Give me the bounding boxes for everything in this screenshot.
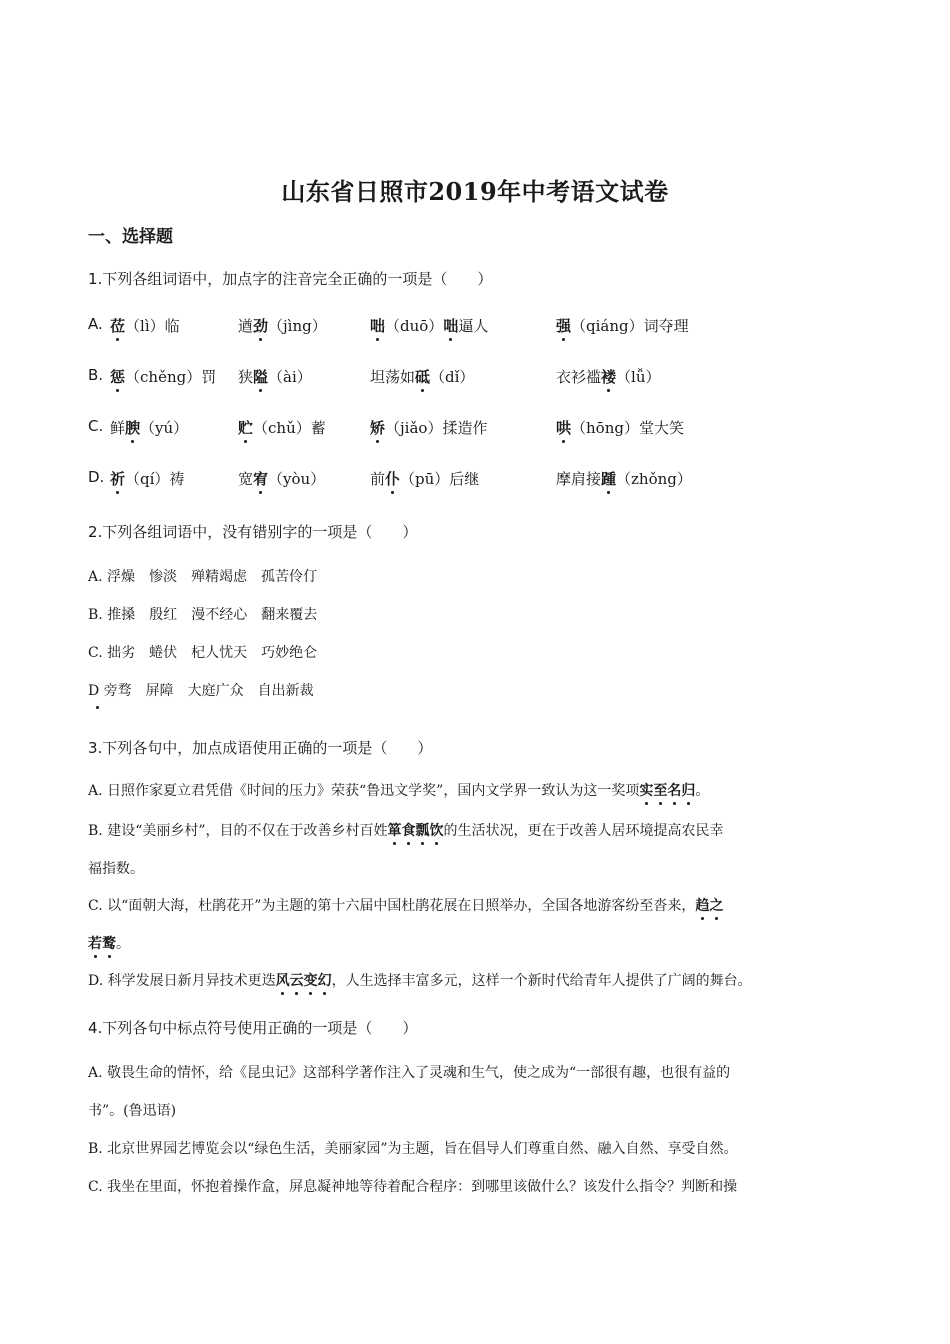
dotted-character: 名 (667, 783, 682, 799)
dotted-character: 隘 (253, 368, 269, 386)
dotted-character: 若 (88, 936, 102, 952)
dotted-character: 矫 (370, 419, 386, 437)
dotted-character: 归 (681, 783, 696, 799)
dotted-idiom-c-part1 (695, 898, 723, 914)
word-with-pinyin (238, 315, 327, 336)
word-with-pinyin (556, 315, 689, 336)
option-b-text: B. 建设“美丽乡村”，目的不仅在于改善乡村百姓 (88, 823, 388, 839)
dotted-idiom-a (639, 783, 695, 799)
question-2-option-b: B. 推搡 殷红 漫不经心 翻来覆去 (88, 607, 318, 623)
option-letter: B. (88, 366, 104, 384)
dotted-character: 腴 (125, 419, 141, 437)
dotted-character: 至 (653, 783, 668, 799)
word-with-pinyin (370, 417, 487, 438)
pinyin-and-suffix: （lì）临 (125, 317, 180, 335)
dotted-character: 咄 (370, 317, 386, 335)
question-2-option-c: C. 拙劣 蜷伏 杞人忧天 巧妙绝仑 (88, 645, 318, 661)
word-with-pinyin (110, 366, 216, 387)
option-d-text: D. 科学发展日新月异技术更迭 (88, 973, 276, 989)
word-prefix: 坦荡如 (370, 368, 416, 386)
dotted-character: 仆 (385, 470, 401, 488)
word-prefix: 狭 (238, 368, 254, 386)
dotted-character: 瓢 (415, 823, 430, 839)
pinyin-and-suffix: （qí）祷 (125, 470, 185, 488)
word-prefix: 摩肩接 (556, 470, 602, 488)
question-3-option-c (88, 895, 723, 915)
pinyin: （duō） (385, 317, 444, 335)
question-4-option-b: B. 北京世界园艺博览会以“绿色生活，美丽家园”为主题，旨在倡导人们尊重自然、融入自然、享受自然。 (88, 1141, 738, 1157)
pinyin-and-suffix: （jìng） (268, 317, 327, 335)
pinyin-and-suffix: （yú） (140, 419, 189, 437)
dotted-character: 祈 (110, 470, 126, 488)
dotted-character: 踵 (601, 470, 617, 488)
option-d-end: ，人生选择丰富多元，这样一个新时代给青年人提供了广阔的舞台。 (331, 973, 752, 989)
dotted-character: 幻 (317, 973, 332, 989)
question-3-stem: 3.下列各句中，加点成语使用正确的一项是（ ） (88, 739, 433, 757)
question-3-option-b (88, 820, 724, 840)
word-with-pinyin (110, 468, 184, 489)
option-letter: C. (88, 417, 104, 435)
pinyin-and-suffix: （lǚ） (616, 368, 661, 386)
dotted-character: 咄 (443, 317, 459, 335)
dotted-character: 云 (289, 973, 304, 989)
dotted-character: 贮 (238, 419, 254, 437)
word-prefix: 鲜 (110, 419, 126, 437)
pinyin-and-suffix: （chěng）罚 (125, 368, 217, 386)
pinyin-and-suffix: （yòu） (268, 470, 326, 488)
word-with-pinyin (238, 366, 312, 387)
dotted-character: 趋 (695, 898, 710, 914)
dotted-character: 实 (639, 783, 654, 799)
question-3-option-a (88, 780, 709, 800)
word-with-pinyin (370, 315, 488, 336)
word-with-pinyin (370, 366, 474, 387)
pinyin-and-suffix: （ài） (268, 368, 312, 386)
word-with-pinyin (110, 417, 188, 438)
option-letter: A. (88, 315, 103, 333)
section-heading: 一、选择题 (88, 227, 173, 247)
word-prefix: 遒 (238, 317, 254, 335)
dotted-character: 食 (401, 823, 416, 839)
pinyin-and-suffix: （qiáng）词夺理 (571, 317, 689, 335)
dotted-character: 惩 (110, 368, 126, 386)
question-2-option-a: A. 浮燥 惨淡 殚精竭虑 孤苦伶仃 (88, 569, 318, 585)
page-title: 山东省日照市2019年中考语文试卷 (281, 177, 669, 206)
pinyin-and-suffix: （hōng）堂大笑 (571, 419, 684, 437)
question-3-option-c-continued (88, 933, 130, 953)
word-prefix: 宽 (238, 470, 254, 488)
word-with-pinyin (556, 366, 661, 387)
option-c-end: 。 (116, 936, 130, 952)
option-a-end: 。 (695, 783, 710, 799)
option-c-text: C. 以“面朝大海，杜鹃花开”为主题的第十六届中国杜鹃花展在日照举办，全国各地游客纷至沓来， (88, 898, 696, 914)
emphasis-dot-marker (96, 706, 99, 709)
question-1-stem: 1.下列各组词语中，加点字的注音完全正确的一项是（ ） (88, 270, 493, 288)
dotted-character: 宥 (253, 470, 269, 488)
word-with-pinyin (556, 417, 684, 438)
option-letter: D. (88, 468, 105, 486)
question-3-option-d (88, 970, 752, 990)
word-with-pinyin (556, 468, 692, 489)
question-3-option-b-continued: 福指数。 (88, 861, 144, 877)
dotted-character: 砥 (415, 368, 431, 386)
pinyin-and-suffix: （zhǒng） (616, 470, 692, 488)
question-4-option-c: C. 我坐在里面，怀抱着操作盒，屏息凝神地等待着配合程序：到哪里该做什么？该发什么指令？判断和操 (88, 1179, 738, 1195)
word-with-pinyin (370, 468, 479, 489)
dotted-character: 哄 (556, 419, 572, 437)
dotted-character: 箪 (387, 823, 402, 839)
word-with-pinyin (238, 417, 326, 438)
question-4-stem: 4.下列各句中标点符号使用正确的一项是（ ） (88, 1019, 418, 1037)
dotted-character: 之 (709, 898, 724, 914)
dotted-character: 变 (303, 973, 318, 989)
dotted-character: 劲 (253, 317, 269, 335)
dotted-character: 风 (275, 973, 290, 989)
dotted-character: 莅 (110, 317, 126, 335)
word-with-pinyin (110, 315, 180, 336)
question-2-stem: 2.下列各组词语中，没有错别字的一项是（ ） (88, 523, 418, 541)
dotted-idiom-c-part2 (88, 936, 116, 952)
question-4-option-a: A. 敬畏生命的情怀，给《昆虫记》这部科学著作注入了灵魂和生气，使之成为“一部很有趣，也很有益的 (88, 1065, 731, 1081)
pinyin-and-suffix: （dǐ） (430, 368, 475, 386)
option-b-end: 的生活状况，更在于改善人居环境提高农民幸 (443, 823, 724, 839)
dotted-character: 饮 (429, 823, 444, 839)
question-2-option-d: D 旁骛 屏障 大庭广众 自出新裁 (88, 683, 314, 699)
word-prefix: 衣衫褴 (556, 368, 602, 386)
dotted-character: 鹜 (102, 936, 116, 952)
pinyin-and-suffix: （chǔ）蓄 (253, 419, 326, 437)
option-a-text: A. 日照作家夏立君凭借《时间的压力》荣获“鲁迅文学奖”，国内文学界一致认为这一奖项 (88, 783, 640, 799)
dotted-idiom-b (388, 823, 444, 839)
word-suffix: 逼人 (458, 317, 489, 335)
dotted-character: 强 (556, 317, 572, 335)
word-prefix: 前 (370, 470, 386, 488)
pinyin-and-suffix: （jiǎo）揉造作 (385, 419, 488, 437)
dotted-character: 褛 (601, 368, 617, 386)
word-with-pinyin (238, 468, 325, 489)
dotted-idiom-d (276, 973, 332, 989)
pinyin-and-suffix: （pū）后继 (400, 470, 480, 488)
question-4-option-a-continued: 书”。(鲁迅语) (88, 1103, 177, 1119)
